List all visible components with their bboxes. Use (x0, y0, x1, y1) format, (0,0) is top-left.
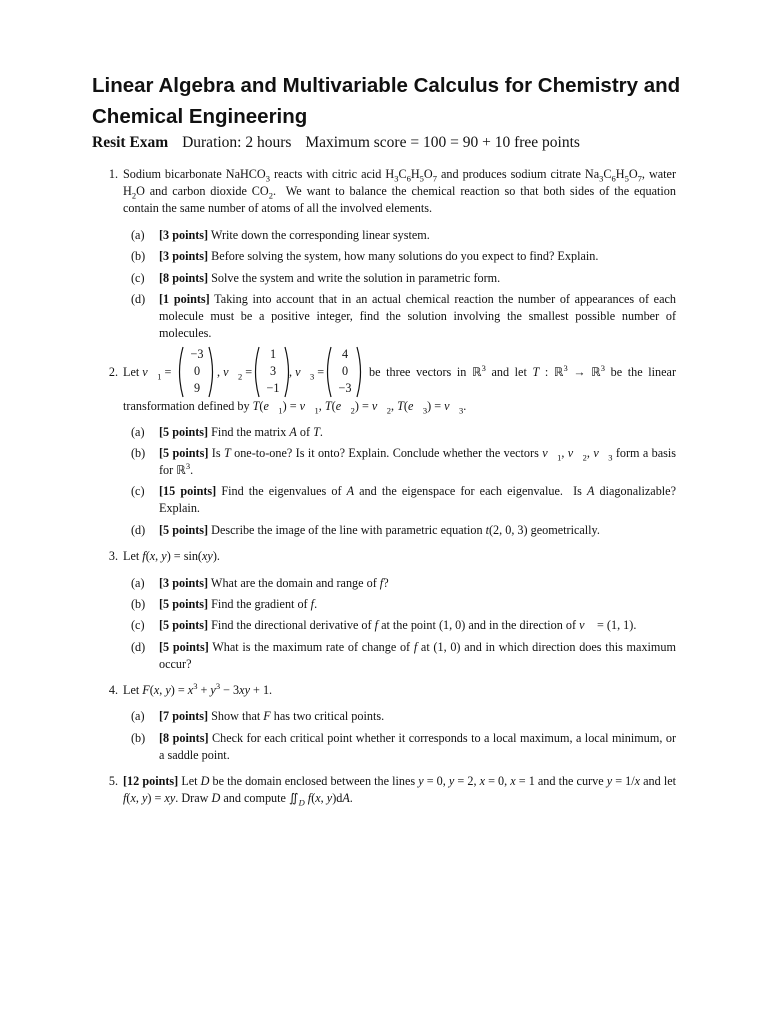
exam-subtitle (92, 134, 692, 151)
vector-v3: 4 0 −3 (324, 345, 364, 399)
exam-duration: Duration: 2 hours (182, 134, 292, 151)
question-2-v2-eq: , $v⃗_2$ = (217, 365, 253, 382)
question-2-stem-line1: be three vectors in ℝ$^3$ and let T : ℝ$^3$ → ℝ$^3$ be the linear (369, 362, 676, 379)
question-2-number: 2. (108, 365, 118, 379)
exam-title: Linear Algebra and Multivariable Calculus for Chemistry and Chemical Engineering (92, 74, 681, 128)
question-4-number: 4. (108, 683, 118, 697)
question-4-stem: Let F(x, $y) = x^3 + y^3 - 3xy + 1$. (123, 680, 273, 697)
question-5-number: 5. (108, 774, 118, 788)
vector-v1: −3 0 9 (176, 345, 216, 399)
question-3-number: 3. (108, 549, 118, 563)
question-2-stem-line2: transformation defined by $T(e⃗_1)$ = $v⃗_1$, $T(e⃗_2)$ = $v⃗_2$, $T(e⃗_3)$ = $v⃗_3$. (123, 399, 467, 416)
exam-type: Resit Exam (92, 134, 169, 151)
question-3-stem: Let f(x, y) = sin(xy). (123, 549, 220, 563)
exam-max-score: Maximum score = 100 = 90 + 10 free points (305, 134, 580, 151)
question-5-stem: [12 points] Let D be the domain enclosed between the lines y = 0, y = 2, x = 0, x = 1 and the curve y = 1/x and let f(x, y) = xy. Draw D and compute $∬_D$ f(x, y)dA. (123, 774, 677, 808)
question-2-let-v1: Let $v⃗_1$ = (123, 365, 172, 382)
question-1-number: 1. (108, 167, 118, 181)
exam-page: Linear Algebra and Multivariable Calculus for Chemistry and Chemical Engineering Resit Exam Duration: 2 hours Maximum score = 100 = 90 + 10 free points 1. Sodium bicarbonate NaHCO$_3$ reacts with citric acid $H_3C_6H_5O_7$ and produces sodium citrate $Na_3C_6H_5O_7$, water $H_2O$ and carbon dioxide $CO_2$. We want to balance the chemical reaction so that both sides of the equation contain the same number of atoms of all the involved elements. (a) [3 points] Write down the corresponding linear system. (b) [3 points] Before solving the system, how many solutions do you expect to find? Explain. (c) [8 points] Solve the system and write the solution in parametric form. (d) [1 points] Taking into account that in an actual chemical reaction the number of appearances of each molecule must be a positive integer, find the solution involving the smallest possible number of molecules. 2. Let $v⃗_1$ = −3 0 9 , $v⃗_2$ = 1 3 −1 , $v⃗_3$ = 4 0 −3 be three vectors in ℝ$^3$ and let T : ℝ$^3$ → ℝ$^3$ be the linear transformation defined by $T(e⃗_1)$ = $v⃗_1$, $T(e⃗_2)$ = $v⃗_2$, $T(e⃗_3)$ = $v⃗_3$. (a) [5 points] Find the matrix A of T. (b) [5 points] Is T one-to-one? Is it onto? Explain. Conclude whether the vectors $v⃗_1$, $v⃗_2$, $v⃗_3$ form a basis for ℝ$^3$. (c) [15 points] Find the eigenvalues of A and the eigenspace for each eigenvalue. Is A diagonalizable? Explain. (d) [5 points] Describe the image of the line with parametric equation t(2, 0, 3) geometrically. 3. Let f(x, y) = sin(xy). (a) [3 points] What are the domain and range of f? (b) [5 points] Find the gradient of f. (c) [5 points] Find the directional derivative of f at the point (1, 0) and in the direction of v⃗ = (1, 1). (d) [5 points] What is the maximum rate of change of f at (1, 0) and in which direction does this maximum occur? 4. Let F(x, $y) = x^3 + y^3 - 3xy + 1$. (a) [7 points] Show that F has two critical points. (b) [8 points] Check for each critical point whether it corresponds to a local maximum, a local minimum, or a saddle point. 5. [12 points] Let D be the domain enclosed between the lines y = 0, y = 2, x = 0, x = 1 and the curve y = 1/x and let f(x, y) = xy. Draw D and compute $∬_D$ f(x, y)dA. (0, 0, 768, 1024)
vector-v2: 1 3 −1 (252, 345, 292, 399)
question-1-stem: Sodium bicarbonate NaHCO$_3$ reacts with citric acid $H_3C_6H_5O_7$ and produces sodium citrate $Na_3C_6H_5O_7$, water $H_2O$ and carbon dioxide $CO_2$. We want to balance the chemical reaction so that both sides of the equation contain the same number of atoms of all the involved elements. (123, 167, 677, 215)
question-2-v3-eq: , $v⃗_3$ = (289, 365, 325, 382)
